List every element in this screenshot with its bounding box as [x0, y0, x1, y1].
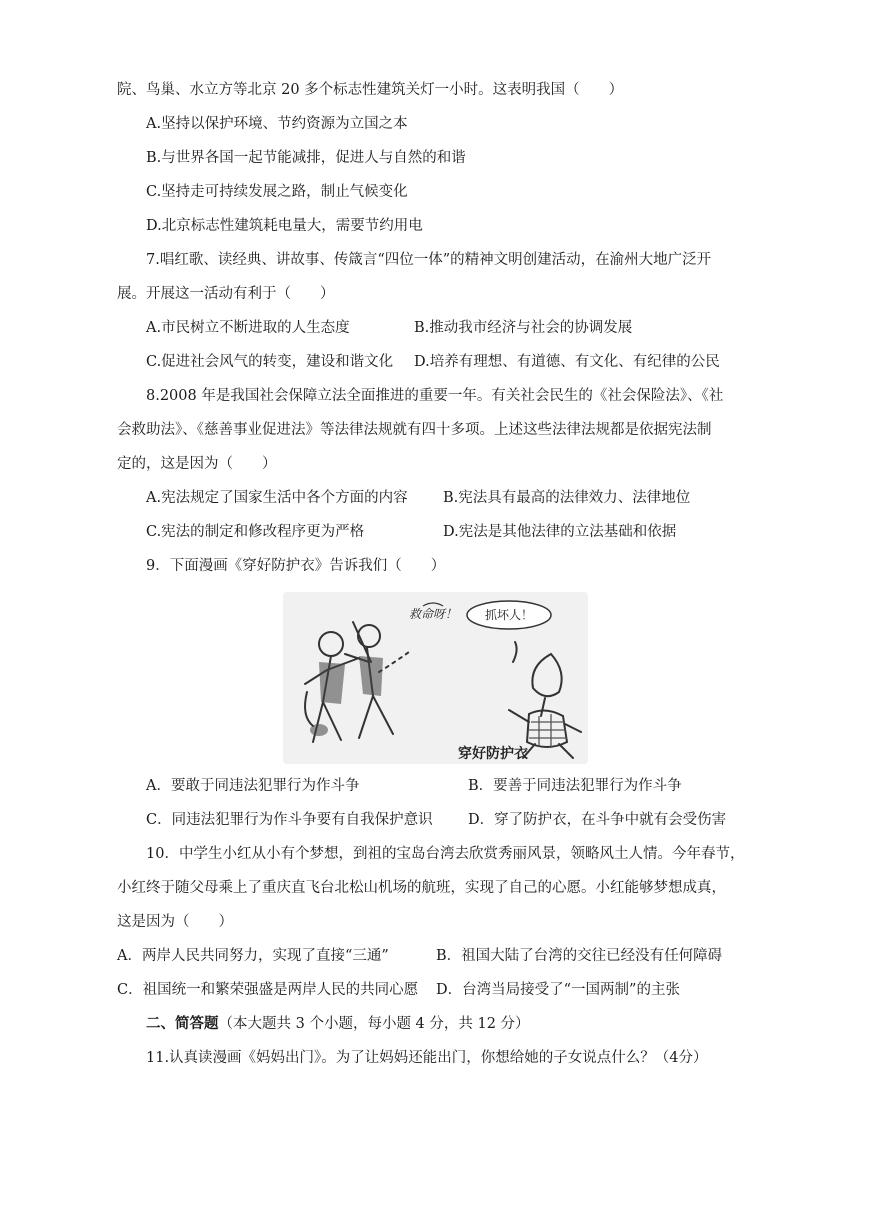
q7-option-c: C.促进社会风气的转变，建设和谐文化 — [146, 354, 394, 370]
q10-stem-line3: 这是因为（ ） — [117, 914, 233, 930]
q9-option-d: D．穿了防护衣，在斗争中就有会受伤害 — [468, 812, 727, 828]
q6-option-c: C.坚持走可持续发展之路，制止气候变化 — [146, 184, 408, 200]
q6-option-d: D.北京标志性建筑耗电量大，需要节约用电 — [146, 218, 423, 234]
q8-option-d: D.宪法是其他法律的立法基础和依据 — [443, 524, 677, 540]
section-2-note: （本大题共 3 个小题，每小题 4 分，共 12 分） — [218, 1016, 530, 1032]
q6-option-a: A.坚持以保护环境、节约资源为立国之本 — [146, 116, 408, 132]
q11-stem: 11.认真读漫画《妈妈出门》。为了让妈妈还能出门，你想给她的子女说点什么？（4分） — [146, 1050, 708, 1066]
running-man-icon — [509, 642, 581, 758]
q8-option-c: C.宪法的制定和修改程序更为严格 — [146, 524, 365, 540]
section-2-heading: 二、简答题 — [146, 1015, 219, 1032]
bubble-left-text: 救命呀！ — [408, 607, 458, 621]
q9-option-b: B．要善于同违法犯罪行为作斗争 — [468, 778, 682, 794]
q7-stem-line1: 7.唱红歌、读经典、讲故事、传箴言“四位一体”的精神文明创建活动，在渝州大地广泛开 — [146, 252, 712, 268]
q9-option-c: C．同违法犯罪行为作斗争要有自我保护意识 — [146, 812, 433, 828]
q10-option-a: A．两岸人民共同努力，实现了直接“三通” — [117, 948, 389, 964]
cartoon-illustration — [283, 592, 588, 764]
q7-stem-line2: 展。开展这一活动有利于（ ） — [117, 286, 335, 302]
q10-stem-line1: 10．中学生小红从小有个梦想，到祖的宝岛台湾去欣赏秀丽风景，领略风土人情。今年春节， — [146, 846, 745, 862]
q7-option-b: B.推动我市经济与社会的协调发展 — [414, 320, 633, 336]
q9-stem: 9．下面漫画《穿好防护衣》告诉我们（ ） — [146, 558, 446, 574]
q9-option-a: A．要敢于同违法犯罪行为作斗争 — [146, 778, 360, 794]
q8-option-a: A.宪法规定了国家生活中各个方面的内容 — [146, 490, 408, 506]
q8-stem-line1: 8.2008 年是我国社会保障立法全面推进的重要一年。有关社会民生的《社会保险法》、《社 — [146, 388, 724, 404]
q7-option-a: A.市民树立不断进取的人生态度 — [146, 320, 350, 336]
cartoon-caption: 穿好防护衣 — [458, 746, 528, 762]
q8-stem-line2: 会救助法》、《慈善事业促进法》等法律法规就有四十多项。上述这些法律法规都是依据宪法制 — [117, 422, 712, 438]
q10-option-d: D．台湾当局接受了“一国两制”的主张 — [436, 982, 680, 998]
q8-option-b: B.宪法具有最高的法律效力、法律地位 — [443, 490, 691, 506]
cartoon-image — [283, 592, 588, 764]
section-2-heading-line — [146, 1014, 530, 1034]
q8-stem-line3: 定的，这是因为（ ） — [117, 456, 277, 472]
q6-stem-end: 院、鸟巢、水立方等北京 20 多个标志性建筑关灯一小时。这表明我国（ ） — [117, 82, 624, 98]
q10-option-c: C．祖国统一和繁荣强盛是两岸人民的共同心愿 — [117, 982, 419, 998]
q10-option-b: B．祖国大陆了台湾的交往已经没有任何障碍 — [436, 948, 723, 964]
q7-option-d: D.培养有理想、有道德、有文化、有纪律的公民 — [414, 354, 720, 370]
bubble-right-text: 抓坏人！ — [484, 608, 534, 622]
q10-stem-line2: 小红终于随父母乘上了重庆直飞台北松山机场的航班，实现了自己的心愿。小红能够梦想成真， — [117, 880, 726, 896]
q6-option-b: B.与世界各国一起节能减排，促进人与自然的和谐 — [146, 150, 466, 166]
